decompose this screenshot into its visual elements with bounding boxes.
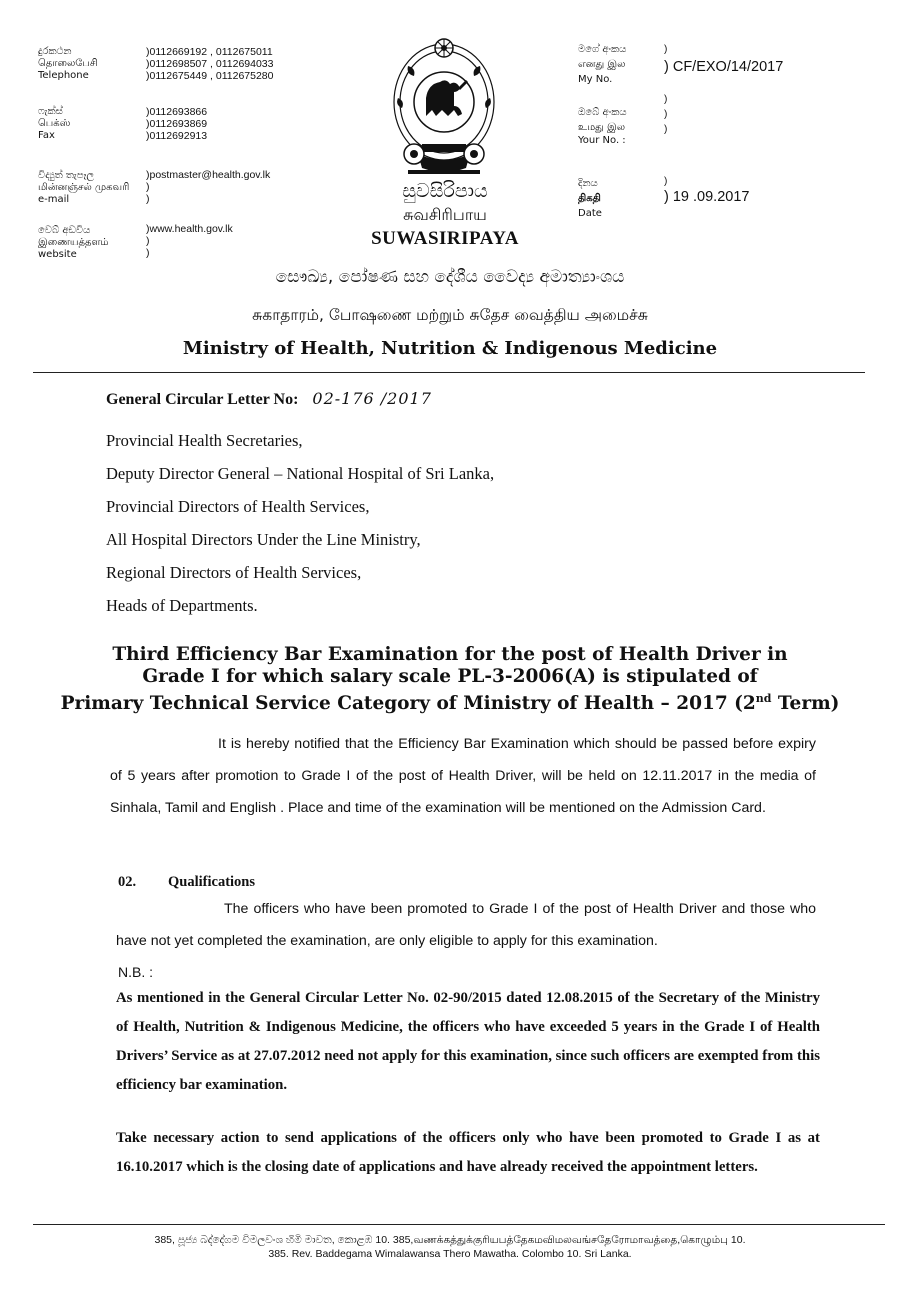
email-value: )postmaster@health.gov.lk <box>146 169 271 181</box>
your-no-values <box>664 92 667 137</box>
crest-name-tamil: சுவசிரிபாய <box>403 205 487 224</box>
my-no-label-en: My No. <box>578 74 613 85</box>
ministry-name-english: Ministry of Health, Nutrition & Indigenous Medicine <box>182 338 718 359</box>
title-line: Grade I for which salary scale PL-3-2006(A) is stipulated of <box>142 666 758 687</box>
section-number: 02. <box>118 874 137 890</box>
header-divider <box>33 372 865 373</box>
crest-name-english: SUWASIRIPAYA <box>371 228 519 249</box>
addressee-item: Provincial Directors of Health Services, <box>106 497 370 516</box>
website-labels <box>38 225 109 261</box>
sri-lanka-emblem-icon <box>388 36 500 178</box>
fax-label-ta: பெக்ஸ் <box>38 118 71 129</box>
action-paragraph: Take necessary action to send applications of the officers only who have been promoted to Grade I as at 16.10.2017 which is the closing date of applications and have already received the appointment letters. <box>116 1130 820 1175</box>
section-heading: Qualifications <box>168 874 256 890</box>
fax-label-en: Fax <box>38 130 55 141</box>
my-no-value: ) CF/EXO/14/2017 <box>664 59 784 75</box>
title-line <box>0 688 900 715</box>
your-no-labels <box>578 107 627 147</box>
fax-value: )0112692913 <box>146 130 208 142</box>
fax-value: )0112693869 <box>146 118 208 130</box>
date-bracket: ) <box>664 176 668 187</box>
footer-address <box>60 1233 840 1261</box>
your-no-bracket: ) <box>664 109 668 120</box>
fax-values <box>146 106 207 142</box>
circular-line <box>106 389 432 409</box>
my-no-label-ta: எனது இல <box>578 59 626 70</box>
email-value: ) <box>146 193 150 205</box>
website-label-en: website <box>38 249 77 260</box>
your-no-bracket: ) <box>664 124 668 135</box>
telephone-label-en: Telephone <box>38 70 89 81</box>
ministry-name-tamil: சுகாதாரம், போஷணை மற்றும் சுதேச வைத்திய அமைச்சு <box>252 306 648 324</box>
footer-line: 385. Rev. Baddegama Wimalawansa Thero Mawatha. Colombo 10. Sri Lanka. <box>268 1248 632 1260</box>
telephone-label-si: දුරකථන <box>38 46 72 57</box>
website-values <box>146 223 233 259</box>
addressee-item: Heads of Departments. <box>106 596 258 615</box>
fax-value: )0112693866 <box>146 106 208 118</box>
telephone-value: )0112698507 , 0112694033 <box>146 58 274 70</box>
email-labels <box>38 170 129 206</box>
fax-label-si: ෆැක්ස් <box>38 106 63 117</box>
email-label-en: e-mail <box>38 194 70 205</box>
your-no-label-si: ඔබේ අංකය <box>578 107 627 118</box>
email-values <box>146 169 270 205</box>
title-line-text: Term) <box>771 693 840 715</box>
footer-line: 385, පූජ්‍ය බද්දේගම විමලවංශ හිමි මාවත, කොළඹ 10. 385,வணக்கத்துக்குரியபத்தேகமவிமலவங்சதேரோமாவத்தை,கொழும்பு 10. <box>154 1234 746 1246</box>
circular-label: General Circular Letter No: <box>106 391 299 408</box>
addressee-list <box>106 424 494 622</box>
your-no-bracket: ) <box>664 94 668 105</box>
nb-paragraph: As mentioned in the General Circular Letter No. 02-90/2015 dated 12.08.2015 of the Secretary of the Ministry of Health, Nutrition & Indigenous Medicine, the officers who have exceeded 5 years in the Grade I of Health Drivers’ Service as at 27.07.2012 need not apply for this examination, since such officers are exempted from this efficiency bar examination. <box>116 990 820 1093</box>
nb-label: N.B. : <box>118 964 154 980</box>
website-value: )www.health.gov.lk <box>146 223 233 235</box>
date-label-ta: திகதி <box>578 193 601 204</box>
date-value: ) 19 .09.2017 <box>664 189 750 205</box>
your-no-label-en: Your No. : <box>578 135 626 146</box>
addressee-item: Provincial Health Secretaries, <box>106 431 303 450</box>
website-value: ) <box>146 247 150 259</box>
date-label-si: දිනය <box>578 178 598 189</box>
crest-name-sinhala: සුවසිරිපාය <box>402 180 488 202</box>
email-label-ta: மின்னஞ்சல் முகவரி <box>38 182 130 193</box>
email-label-si: විද්‍යුත් තැපෑල <box>38 170 94 181</box>
ministry-name-sinhala: සෞඛ්‍ය, පෝෂණ සහ දේශීය වෛද්‍ය අමාත්‍යාංශය <box>275 267 625 287</box>
website-label-si: වෙබ් අඩවිය <box>38 225 91 236</box>
telephone-value: )0112669192 , 0112675011 <box>146 46 273 58</box>
website-value: ) <box>146 235 150 247</box>
title-line-text: Primary Technical Service Category of Ministry of Health – 2017 (2 <box>60 693 756 715</box>
telephone-labels <box>38 46 98 82</box>
your-no-label-ta: உமது இல <box>578 122 625 133</box>
title-line: Third Efficiency Bar Examination for the post of Health Driver in <box>112 644 788 665</box>
circular-number: 02-176 /2017 <box>312 389 432 408</box>
website-label-ta: இணையத்தளம் <box>38 237 109 248</box>
notice-paragraph: It is hereby notified that the Efficiency Bar Examination which should be passed before expiry of 5 years after promotion to Grade I of the post of Health Driver, will be held on 12.11.2017 in the media of Sinhala, Tamil and English . Place and time of the examination will be mentioned on the Admission Card. <box>110 736 816 816</box>
date-labels <box>578 178 602 220</box>
qualifications-paragraph: The officers who have been promoted to Grade I of the post of Health Driver and those who have not yet completed the examination, are only eligible to apply for this examination. <box>116 901 816 949</box>
addressee-item: All Hospital Directors Under the Line Ministry, <box>106 530 421 549</box>
telephone-values <box>146 46 273 82</box>
footer-divider <box>33 1224 885 1225</box>
telephone-label-ta: தொலைபேசி <box>38 58 98 69</box>
date-label-en: Date <box>578 208 602 219</box>
fax-labels <box>38 106 70 142</box>
title-superscript: nd <box>755 692 772 705</box>
my-no-labels <box>578 44 626 86</box>
my-no-label-si: මගේ අංකය <box>578 44 627 55</box>
addressee-item: Deputy Director General – National Hospital of Sri Lanka, <box>106 464 495 483</box>
addressee-item: Regional Directors of Health Services, <box>106 563 362 582</box>
circular-title <box>0 644 900 715</box>
email-value: ) <box>146 181 150 193</box>
my-no-bracket: ) <box>664 44 668 55</box>
telephone-value: )0112675449 , 0112675280 <box>146 70 274 82</box>
